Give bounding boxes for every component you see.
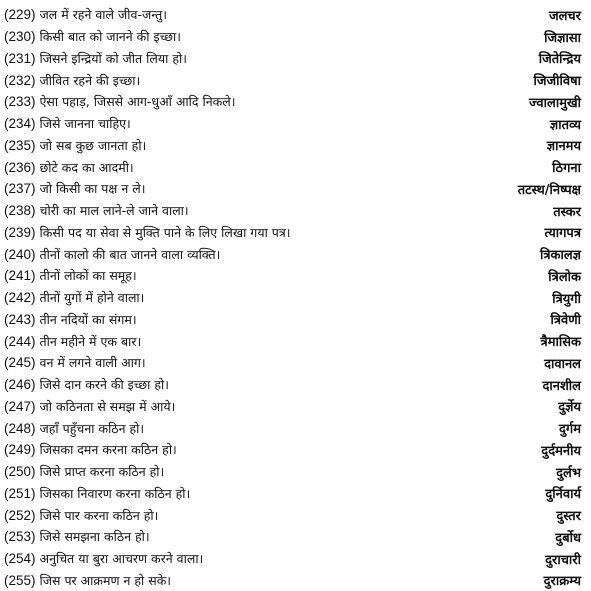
item-word: त्रिलोक: [548, 267, 581, 285]
item-definition: जिसने इन्द्रियों को जीत लिया हो।: [40, 50, 539, 67]
item-definition: ऐसा पहाड़, जिससे आग-धुआँ आदि निकले।: [40, 93, 529, 110]
item-definition: जिसका दमन करना कठिन हो।: [40, 441, 542, 458]
item-word: दुर्निवार्य: [545, 484, 581, 502]
list-item: [0, 69, 591, 91]
list-item: [0, 439, 591, 461]
item-number: (236): [4, 160, 36, 175]
item-number: (246): [4, 377, 36, 392]
list-item: [0, 222, 591, 244]
item-definition: तीन महीने में एक बार।: [40, 333, 541, 350]
item-number: (235): [4, 138, 36, 153]
item-number: (249): [4, 442, 36, 457]
item-definition: तीनों कालो की बात जानने वाला व्यक्ति।: [40, 246, 540, 263]
item-word: दुर्लभ: [556, 463, 581, 481]
item-definition: जिसका निवारण करना कठिन हो।: [40, 485, 546, 502]
item-word: दुर्ज्ञेय: [558, 397, 581, 415]
item-word: जलचर: [549, 6, 581, 24]
item-definition: वन में लगने वाली आग।: [40, 354, 545, 371]
list-item: [0, 352, 591, 374]
item-word: त्रिवेणी: [550, 310, 581, 328]
item-definition: तीनों युगों में होने वाला।: [40, 289, 553, 306]
item-number: (234): [4, 116, 36, 131]
item-definition: अनुचित या बुरा आचरण करने वाला।: [40, 550, 546, 567]
item-word: त्यागपत्र: [544, 223, 581, 241]
item-word: तटस्थ/निष्पक्ष: [518, 180, 581, 198]
item-definition: जहाँ पहुँचना कठिन हो।: [40, 420, 559, 437]
item-number: (230): [4, 29, 36, 44]
item-number: (250): [4, 464, 36, 479]
list-item: [0, 330, 591, 352]
list-item: [0, 243, 591, 265]
item-word: दानशील: [542, 376, 581, 394]
item-number: (231): [4, 51, 36, 66]
item-definition: जल में रहने वाले जीव-जन्तु।: [40, 6, 549, 23]
item-number: (255): [4, 573, 36, 588]
item-number: (254): [4, 551, 36, 566]
item-word: जिजीविषा: [533, 71, 581, 89]
list-item: [0, 548, 591, 570]
list-item: [0, 113, 591, 135]
list-item: [0, 135, 591, 157]
item-word: ज्ञानमय: [547, 136, 581, 154]
item-word: दुराचारी: [545, 550, 581, 568]
item-number: (241): [4, 268, 36, 283]
item-word: दुर्गम: [559, 419, 581, 437]
list-item: [0, 483, 591, 505]
item-number: (244): [4, 334, 36, 349]
list-item: [0, 396, 591, 418]
item-definition: चोरी का माल लाने-ले जाने वाला।: [40, 202, 554, 219]
item-number: (233): [4, 94, 36, 109]
item-number: (242): [4, 290, 36, 305]
item-number: (239): [4, 225, 36, 240]
item-definition: तीन नदियों का संगम।: [40, 311, 551, 328]
item-number: (240): [4, 247, 36, 262]
item-definition: छोटे कद का आदमी।: [40, 159, 553, 176]
item-word: त्रियुगी: [552, 289, 581, 307]
item-definition: किसी बात को जानने की इच्छा।: [40, 28, 545, 45]
item-definition: जो सब कुछ जानता हो।: [40, 137, 547, 154]
item-definition: जीवित रहने की इच्छा।: [40, 72, 534, 89]
item-definition: किसी पद या सेवा से मुक्ति पाने के लिए लिखा गया पत्र।: [40, 224, 545, 241]
item-word: दुराक्रम्य: [544, 571, 581, 589]
item-number: (247): [4, 399, 36, 414]
item-number: (251): [4, 486, 36, 501]
item-word: ज्ञातव्य: [550, 115, 581, 133]
item-definition: जिसे दान करने की इच्छा हो।: [40, 376, 543, 393]
item-definition: जिसे पार करना कठिन हो।: [40, 507, 557, 524]
item-word: दावानल: [544, 354, 581, 372]
item-number: (245): [4, 355, 36, 370]
list-item: [0, 91, 591, 113]
item-word: दुर्दमनीय: [541, 441, 581, 459]
list-item: [0, 265, 591, 287]
list-item: [0, 48, 591, 70]
item-definition: जिसे समझना कठिन हो।: [40, 528, 556, 545]
list-item: [0, 26, 591, 48]
list-item: [0, 4, 591, 26]
item-definition: जो कठिनता से समझ में आये।: [40, 398, 559, 415]
item-word: त्रैमासिक: [541, 332, 581, 350]
list-item: [0, 504, 591, 526]
list-item: [0, 200, 591, 222]
item-number: (229): [4, 7, 36, 22]
item-definition: जिसे जानना चाहिए।: [40, 115, 550, 132]
list-item: [0, 570, 591, 591]
item-number: (238): [4, 203, 36, 218]
item-number: (243): [4, 312, 36, 327]
item-number: (232): [4, 73, 36, 88]
item-word: जितेन्द्रिय: [539, 49, 581, 67]
item-word: त्रिकालज्ञ: [540, 245, 581, 263]
list-item: [0, 156, 591, 178]
item-word: ज्वालामुखी: [529, 93, 581, 111]
list-item: [0, 417, 591, 439]
list-item: [0, 178, 591, 200]
item-number: (237): [4, 181, 36, 196]
item-word: ठिगना: [552, 158, 581, 176]
list-item: [0, 309, 591, 331]
item-word: दुस्तर: [556, 506, 581, 524]
item-number: (252): [4, 508, 36, 523]
list-item: [0, 287, 591, 309]
item-definition: जो किसी का पक्ष न ले।: [40, 180, 518, 197]
item-word: तस्कर: [553, 202, 581, 220]
item-definition: तीनों लोकों का समूह।: [40, 267, 549, 284]
list-item: [0, 526, 591, 548]
list-item: [0, 461, 591, 483]
item-definition: जिसे प्राप्त करना कठिन हो।: [40, 463, 557, 480]
item-definition: जिस पर आक्रमण न हो सके।: [40, 572, 544, 589]
list-item: [0, 374, 591, 396]
item-number: (253): [4, 529, 36, 544]
item-number: (248): [4, 421, 36, 436]
item-word: दुर्बोध: [555, 528, 581, 546]
item-word: जिज्ञासा: [544, 28, 581, 46]
